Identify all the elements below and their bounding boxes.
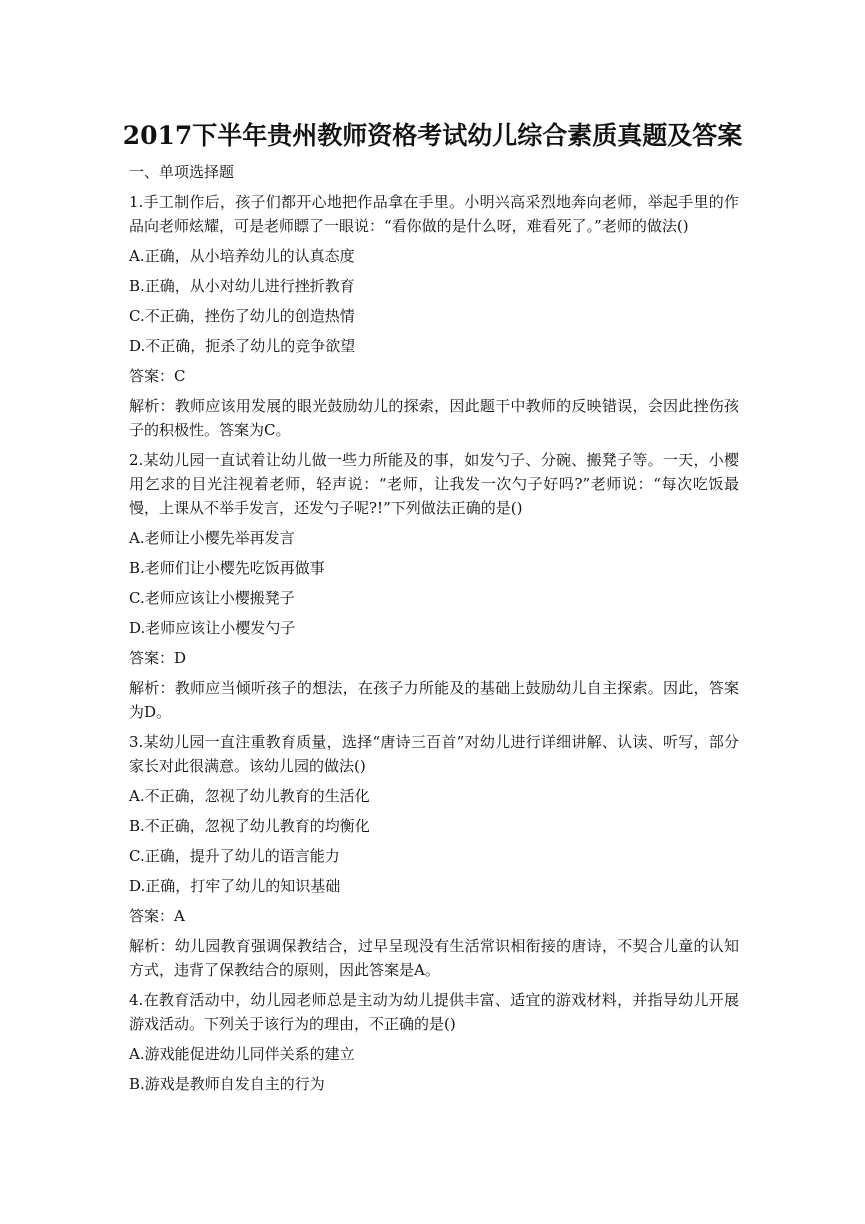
question-answer: 答案：A [129,907,185,925]
document-body [129,160,739,1102]
document-title: 2017下半年贵州教师资格考试幼儿综合素质真题及答案 [122,121,743,150]
question-option: B.正确，从小对幼儿进行挫折教育 [129,277,355,295]
question-analysis: 解析：教师应当倾听孩子的想法，在孩子力所能及的基础上鼓励幼儿自主探索。因此，答案为D。 [129,679,739,721]
question-stem: 4.在教育活动中，幼儿园老师总是主动为幼儿提供丰富、适宜的游戏材料，并指导幼儿开展游戏活动。下列关于该行为的理由，不正确的是() [129,991,739,1033]
question-option: D.正确，打牢了幼儿的知识基础 [129,877,341,895]
question-stem: 2.某幼儿园一直试着让幼儿做一些力所能及的事，如发勺子、分碗、搬凳子等。一天，小樱用乞求的目光注视着老师，轻声说：“老师，让我发一次勺子好吗?”老师说：“每次吃饭最慢，上课从不举手发言，还发勺子呢?!”下列做法正确的是() [129,451,739,517]
question-option: D.老师应该让小樱发勺子 [129,619,296,637]
question-option: C.正确，提升了幼儿的语言能力 [129,847,340,865]
question-analysis: 解析：幼儿园教育强调保教结合，过早呈现没有生活常识相衔接的唐诗，不契合儿童的认知方式，违背了保教结合的原则，因此答案是A。 [129,937,739,979]
question-answer: 答案：C [129,367,186,385]
question-option: A.正确，从小培养幼儿的认真态度 [129,247,355,265]
question-option: A.游戏能促进幼儿同伴关系的建立 [129,1045,355,1063]
question-option: D.不正确，扼杀了幼儿的竞争欲望 [129,337,356,355]
question-stem: 3.某幼儿园一直注重教育质量，选择“唐诗三百首”对幼儿进行详细讲解、认读、听写，部分家长对此很满意。该幼儿园的做法() [129,733,739,775]
question-option: C.老师应该让小樱搬凳子 [129,589,295,607]
section-heading: 一、单项选择题 [129,163,235,181]
question-answer: 答案：D [129,649,187,667]
question-stem: 1.手工制作后，孩子们都开心地把作品拿在手里。小明兴高采烈地奔向老师，举起手里的作品向老师炫耀，可是老师瞟了一眼说：“看你做的是什么呀，难看死了。”老师的做法() [129,193,739,235]
question-option: A.老师让小樱先举再发言 [129,529,295,547]
question-option: A.不正确，忽视了幼儿教育的生活化 [129,787,370,805]
question-option: B.老师们让小樱先吃饭再做事 [129,559,325,577]
question-option: B.不正确，忽视了幼儿教育的均衡化 [129,817,370,835]
question-option: B.游戏是教师自发自主的行为 [129,1075,325,1093]
question-analysis: 解析：教师应该用发展的眼光鼓励幼儿的探索，因此题干中教师的反映错误，会因此挫伤孩子的积极性。答案为C。 [129,397,739,439]
question-option: C.不正确，挫伤了幼儿的创造热情 [129,307,355,325]
